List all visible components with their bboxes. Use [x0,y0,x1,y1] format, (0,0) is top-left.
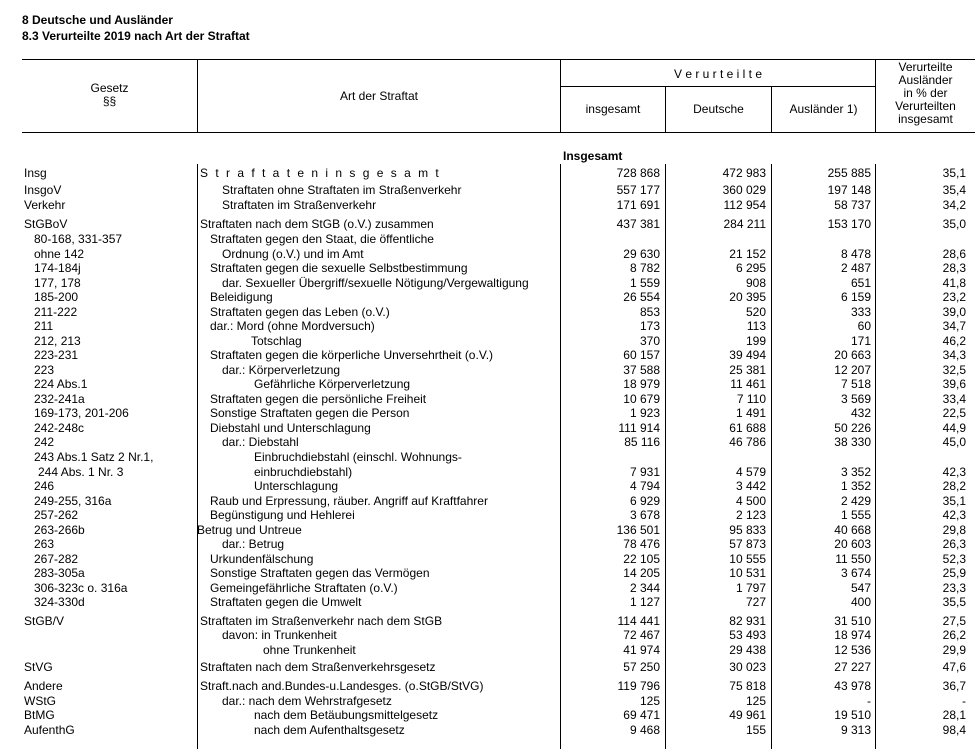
table-row [0,183,980,197]
row-code: StVG [24,660,53,674]
row-percent: 34,7 [942,319,966,333]
row-deutsche: 360 029 [722,183,766,197]
row-code: 306-323c o. 316a [34,581,128,595]
row-insgesamt: 1 559 [629,276,660,290]
row-label: dar.: nach dem Wehrstrafgesetz [222,694,392,708]
row-code: ohne 142 [34,247,85,261]
row-deutsche: 155 [745,723,766,737]
row-auslaender: 3 569 [840,392,871,406]
row-insgesamt: 3 678 [629,508,660,522]
row-insgesamt: 119 796 [617,679,660,693]
row-auslaender: 19 510 [834,708,871,722]
row-code: 211 [34,319,54,333]
row-label: Raub und Erpressung, räuber. Angriff auf Kraftfahrer [210,494,488,508]
row-auslaender: 171 [850,334,871,348]
title-line-1: 8 Deutsche und Ausländer [22,13,173,27]
header-art: Art der Straftat [339,89,419,103]
row-insgesamt: 728 868 [616,166,660,180]
row-code: Verkehr [24,198,66,212]
row-percent: 42,3 [942,508,966,522]
row-auslaender: 8 478 [840,247,871,261]
row-insgesamt: 41 974 [623,643,660,657]
row-insgesamt: 4 794 [629,479,660,493]
row-percent: 39,6 [942,377,966,391]
table-row [0,305,980,319]
row-label: Straft.nach and.Bundes-u.Landesges. (o.StGB/StVG) [200,679,484,693]
row-label: Einbruchdiebstahl (einschl. Wohnungs- [254,450,462,464]
row-auslaender: 58 737 [834,198,871,212]
row-percent: 52,3 [942,552,966,566]
row-code: 224 Abs.1 [34,377,88,391]
row-deutsche: 49 961 [729,708,766,722]
row-label: Gefährliche Körperverletzung [254,377,411,391]
row-insgesamt: 18 979 [623,377,660,391]
table-row [0,523,980,537]
row-deutsche: 20 395 [729,290,766,304]
row-percent: 25,9 [942,566,966,580]
row-label: einbruchdiebstahl) [254,465,353,479]
row-auslaender: 255 885 [827,166,871,180]
row-label: Betrug und Untreue [197,523,302,537]
row-deutsche: 199 [745,334,766,348]
row-insgesamt: 69 471 [623,708,660,722]
row-code: Andere [24,679,63,693]
row-deutsche: 112 954 [723,198,766,212]
row-code: 169-173, 201-206 [34,406,129,420]
row-code: 263-266b [34,523,85,537]
row-deutsche: 520 [745,305,766,319]
row-label: Straftaten gegen die persönliche Freiheit [210,392,427,406]
row-deutsche: 284 211 [723,217,766,231]
table-row [0,348,980,362]
row-auslaender: - [867,694,871,708]
row-insgesamt: 78 476 [623,537,660,551]
row-auslaender: 12 536 [834,643,871,657]
header-percent-l2: Ausländer [898,73,953,87]
row-label: Totschlag [251,334,302,348]
row-insgesamt: 37 588 [623,363,660,377]
row-deutsche: 46 786 [729,435,766,449]
header-auslaender: Ausländer 1) [789,102,858,116]
row-percent: 27,5 [942,614,966,628]
header-percent-l5: insgesamt [898,112,953,126]
row-code: 223-231 [34,348,79,362]
row-percent: 35,1 [942,494,966,508]
table-row [0,290,980,304]
row-auslaender: 3 674 [840,566,871,580]
row-percent: 47,6 [942,660,966,674]
row-insgesamt: 14 205 [623,566,660,580]
table-row [0,552,980,566]
row-label: Straftaten gegen die Umwelt [210,595,362,609]
table-row [0,628,980,642]
row-insgesamt: 136 501 [616,523,660,537]
row-auslaender: 11 550 [835,552,871,566]
table-row [0,566,980,580]
table-row [0,581,980,595]
table-row [0,247,980,261]
row-label: Unterschlagung [254,479,339,493]
table-row [0,319,980,333]
row-label: Beleidigung [210,290,273,304]
row-percent: 36,7 [942,679,966,693]
row-insgesamt: 72 467 [623,628,660,642]
row-insgesamt: 173 [639,319,660,333]
row-auslaender: 6 159 [840,290,871,304]
row-deutsche: 6 295 [735,261,766,275]
row-label: nach dem Betäubungsmittelgesetz [254,708,439,722]
row-insgesamt: 1 923 [629,406,660,420]
row-percent: 46,2 [942,334,966,348]
row-code: BtMG [24,708,55,722]
row-insgesamt: 2 344 [629,581,660,595]
row-code: 257-262 [34,508,79,522]
row-deutsche: 1 491 [735,406,766,420]
row-deutsche: 10 555 [729,552,766,566]
row-auslaender: 7 518 [840,377,871,391]
row-auslaender: 20 603 [834,537,871,551]
table-row [0,392,980,406]
row-label: dar. Sexueller Übergriff/sexuelle Nötigung/Vergewaltigung [222,276,529,290]
row-deutsche: 11 461 [730,377,766,391]
row-auslaender: 197 148 [827,183,871,197]
row-insgesamt: 10 679 [623,392,660,406]
row-code: InsgoV [24,183,62,197]
row-insgesamt: 557 177 [616,183,660,197]
row-auslaender: 60 [857,319,871,333]
row-label: Gemeingefährliche Straftaten (o.V.) [210,581,398,595]
row-insgesamt: 29 630 [623,247,660,261]
table-row [0,166,980,180]
row-auslaender: 50 226 [834,421,871,435]
row-label: dar.: Diebstahl [222,435,299,449]
row-percent: 45,0 [942,435,966,449]
row-code: 243 Abs.1 Satz 2 Nr.1, [34,450,154,464]
row-auslaender: 18 974 [834,628,871,642]
row-insgesamt: 114 441 [617,614,660,628]
table-row [0,276,980,290]
row-insgesamt: 111 914 [618,421,660,435]
header-percent-l3: in % der [903,86,948,100]
row-label: Sonstige Straftaten gegen die Person [210,406,410,420]
row-deutsche: 39 494 [729,348,766,362]
row-label: Straftaten im Straßenverkehr [222,198,377,212]
row-auslaender: 31 510 [834,614,871,628]
row-code: 242 [34,435,55,449]
row-label: Diebstahl und Unterschlagung [210,421,371,435]
row-label: Begünstigung und Hehlerei [210,508,355,522]
row-percent: 34,2 [942,198,966,212]
row-deutsche: 21 152 [729,247,766,261]
row-deutsche: 75 818 [729,679,766,693]
row-deutsche: 4 500 [735,494,766,508]
row-insgesamt: 437 381 [616,217,660,231]
header-percent-l1: Verurteilte [898,60,953,74]
row-percent: 33,4 [942,392,966,406]
row-deutsche: 82 931 [729,614,766,628]
row-insgesamt: 853 [639,305,660,319]
row-deutsche: 30 023 [729,660,766,674]
row-deutsche: 4 579 [735,465,766,479]
row-deutsche: 95 833 [729,523,766,537]
row-auslaender: 3 352 [840,465,871,479]
table-row [0,217,980,231]
row-percent: 98,4 [942,723,966,737]
table-row [0,435,980,449]
row-code: StGB/V [24,614,65,628]
table-row [0,261,980,275]
row-label: Straftaten gegen die körperliche Unversehrtheit (o.V.) [210,348,494,362]
row-label: Straftaten im Straßenverkehr nach dem StGB [200,614,443,628]
table-row [0,465,980,479]
row-deutsche: 7 110 [736,392,766,406]
row-percent: 28,3 [942,261,966,275]
row-deutsche: 2 123 [735,508,766,522]
header-gesetz [22,82,197,108]
table-row [0,232,980,246]
row-deutsche: 113 [746,319,766,333]
row-percent: 35,4 [942,183,966,197]
row-deutsche: 727 [745,595,766,609]
row-code: 263 [34,537,55,551]
row-auslaender: 20 663 [834,348,871,362]
row-label: davon: in Trunkenheit [222,628,337,642]
row-code: 232-241a [34,392,85,406]
row-auslaender: 651 [850,276,871,290]
row-auslaender: 1 555 [840,508,871,522]
row-insgesamt: 125 [639,694,660,708]
header-bottom-rule [22,132,975,133]
row-code: 211-222 [34,305,78,319]
table-row [0,421,980,435]
table-row [0,643,980,657]
row-auslaender: 40 668 [834,523,871,537]
row-insgesamt: 85 116 [624,435,660,449]
row-auslaender: 27 227 [834,660,871,674]
row-percent: 23,3 [942,581,966,595]
row-insgesamt: 8 782 [629,261,660,275]
header-top-rule [22,59,975,60]
header-sub-rule [560,86,875,87]
row-deutsche: 3 442 [735,479,766,493]
row-code: 249-255, 316a [34,494,112,508]
row-percent: 42,3 [942,465,966,479]
row-percent: 28,2 [942,479,966,493]
row-percent: 34,3 [942,348,966,362]
row-label: Straftaten gegen die sexuelle Selbstbestimmung [210,261,468,275]
row-code: 244 Abs. 1 Nr. 3 [38,465,124,479]
row-auslaender: 38 330 [834,435,871,449]
row-insgesamt: 6 929 [629,494,660,508]
row-deutsche: 25 381 [729,363,766,377]
header-insgesamt: insgesamt [585,102,641,116]
table-row [0,406,980,420]
row-label: Straftaten nach dem Straßenverkehrsgesetz [200,660,436,674]
row-insgesamt: 1 127 [629,595,660,609]
section-label: Insgesamt [563,149,623,163]
row-code: 283-305a [34,566,85,580]
row-auslaender: 432 [850,406,871,420]
row-percent: 23,2 [942,290,966,304]
row-label: nach dem Aufenthaltsgesetz [254,723,405,737]
row-label: S t r a f t a t e n i n s g e s a m t [200,166,441,180]
row-code: AufenthG [24,723,75,737]
row-insgesamt: 57 250 [623,660,660,674]
row-percent: 28,6 [942,247,966,261]
header-deutsche: Deutsche [693,102,744,116]
row-percent: 26,3 [942,537,966,551]
row-percent: 35,5 [942,595,966,609]
row-code: 242-248c [34,421,85,435]
table-row [0,723,980,737]
header-gesetz-label: Gesetz [90,81,129,95]
row-deutsche: 908 [745,276,766,290]
row-label: Straftaten gegen den Staat, die öffentliche [210,232,434,246]
row-deutsche: 57 873 [729,537,766,551]
row-percent: 39,0 [942,305,966,319]
row-label: dar.: Körperverletzung [222,363,341,377]
row-code: WStG [24,694,56,708]
table-row [0,450,980,464]
table-row [0,595,980,609]
table-row [0,614,980,628]
table-row [0,537,980,551]
row-percent: 22,5 [942,406,966,420]
table-row [0,679,980,693]
row-label: ohne Trunkenheit [263,643,356,657]
row-auslaender: 2 487 [840,261,871,275]
row-percent: 29,8 [942,523,966,537]
row-deutsche: 1 797 [735,581,766,595]
row-code: 174-184j [34,261,81,275]
header-paragraph-label: §§ [102,94,117,108]
table-row [0,334,980,348]
row-percent: - [962,694,966,708]
table-row [0,660,980,674]
row-code: 185-200 [34,290,79,304]
row-code: StGBoV [24,217,68,231]
row-percent: 29,9 [942,643,966,657]
row-insgesamt: 22 105 [623,552,660,566]
row-label: Urkundenfälschung [210,552,314,566]
table-row [0,494,980,508]
table-row [0,363,980,377]
row-auslaender: 547 [850,581,871,595]
header-percent-l4: Verurteilten [895,99,956,113]
row-label: Ordnung (o.V.) und im Amt [222,247,364,261]
row-percent: 28,1 [942,708,966,722]
row-percent: 35,1 [942,166,966,180]
header-percent [876,61,975,126]
row-auslaender: 153 170 [827,217,871,231]
row-code: 246 [34,479,55,493]
table-row [0,694,980,708]
row-code: 324-330d [34,595,85,609]
row-insgesamt: 7 931 [629,465,660,479]
row-deutsche: 10 531 [729,566,766,580]
row-label: Straftaten gegen das Leben (o.V.) [210,305,390,319]
header-verurteilte: V e r u r t e i l t e [673,67,763,81]
row-code: 177, 178 [34,276,81,290]
row-insgesamt: 171 691 [616,198,660,212]
row-deutsche: 472 983 [722,166,766,180]
table-row [0,708,980,722]
row-percent: 32,5 [942,363,966,377]
row-code: Insg [24,166,47,180]
row-code: 80-168, 331-357 [34,232,123,246]
row-insgesamt: 370 [639,334,660,348]
row-deutsche: 53 493 [729,628,766,642]
row-deutsche: 29 438 [729,643,766,657]
row-label: Straftaten nach dem StGB (o.V.) zusammen [200,217,434,231]
row-code: 212, 213 [34,334,81,348]
table-row [0,508,980,522]
row-label: dar.: Betrug [222,537,285,551]
row-label: Sonstige Straftaten gegen das Vermögen [210,566,430,580]
title-line-2: 8.3 Verurteilte 2019 nach Art der Straftat [22,29,250,43]
row-insgesamt: 9 468 [629,723,660,737]
row-auslaender: 43 978 [834,679,871,693]
row-insgesamt: 26 554 [623,290,660,304]
row-percent: 26,2 [942,628,966,642]
row-auslaender: 12 207 [834,363,871,377]
row-deutsche: 125 [745,694,766,708]
table-row [0,479,980,493]
row-auslaender: 9 313 [840,723,871,737]
row-label: Straftaten ohne Straftaten im Straßenverkehr [222,183,462,197]
row-label: dar.: Mord (ohne Mordversuch) [210,319,375,333]
row-code: 267-282 [34,552,79,566]
table-row [0,198,980,212]
row-deutsche: 61 688 [729,421,766,435]
row-auslaender: 1 352 [840,479,871,493]
row-auslaender: 400 [850,595,871,609]
row-percent: 41,8 [942,276,966,290]
table-row [0,377,980,391]
row-percent: 35,0 [942,217,966,231]
row-auslaender: 2 429 [840,494,871,508]
row-percent: 44,9 [942,421,966,435]
row-code: 223 [34,363,55,377]
row-auslaender: 333 [850,305,871,319]
row-insgesamt: 60 157 [623,348,660,362]
